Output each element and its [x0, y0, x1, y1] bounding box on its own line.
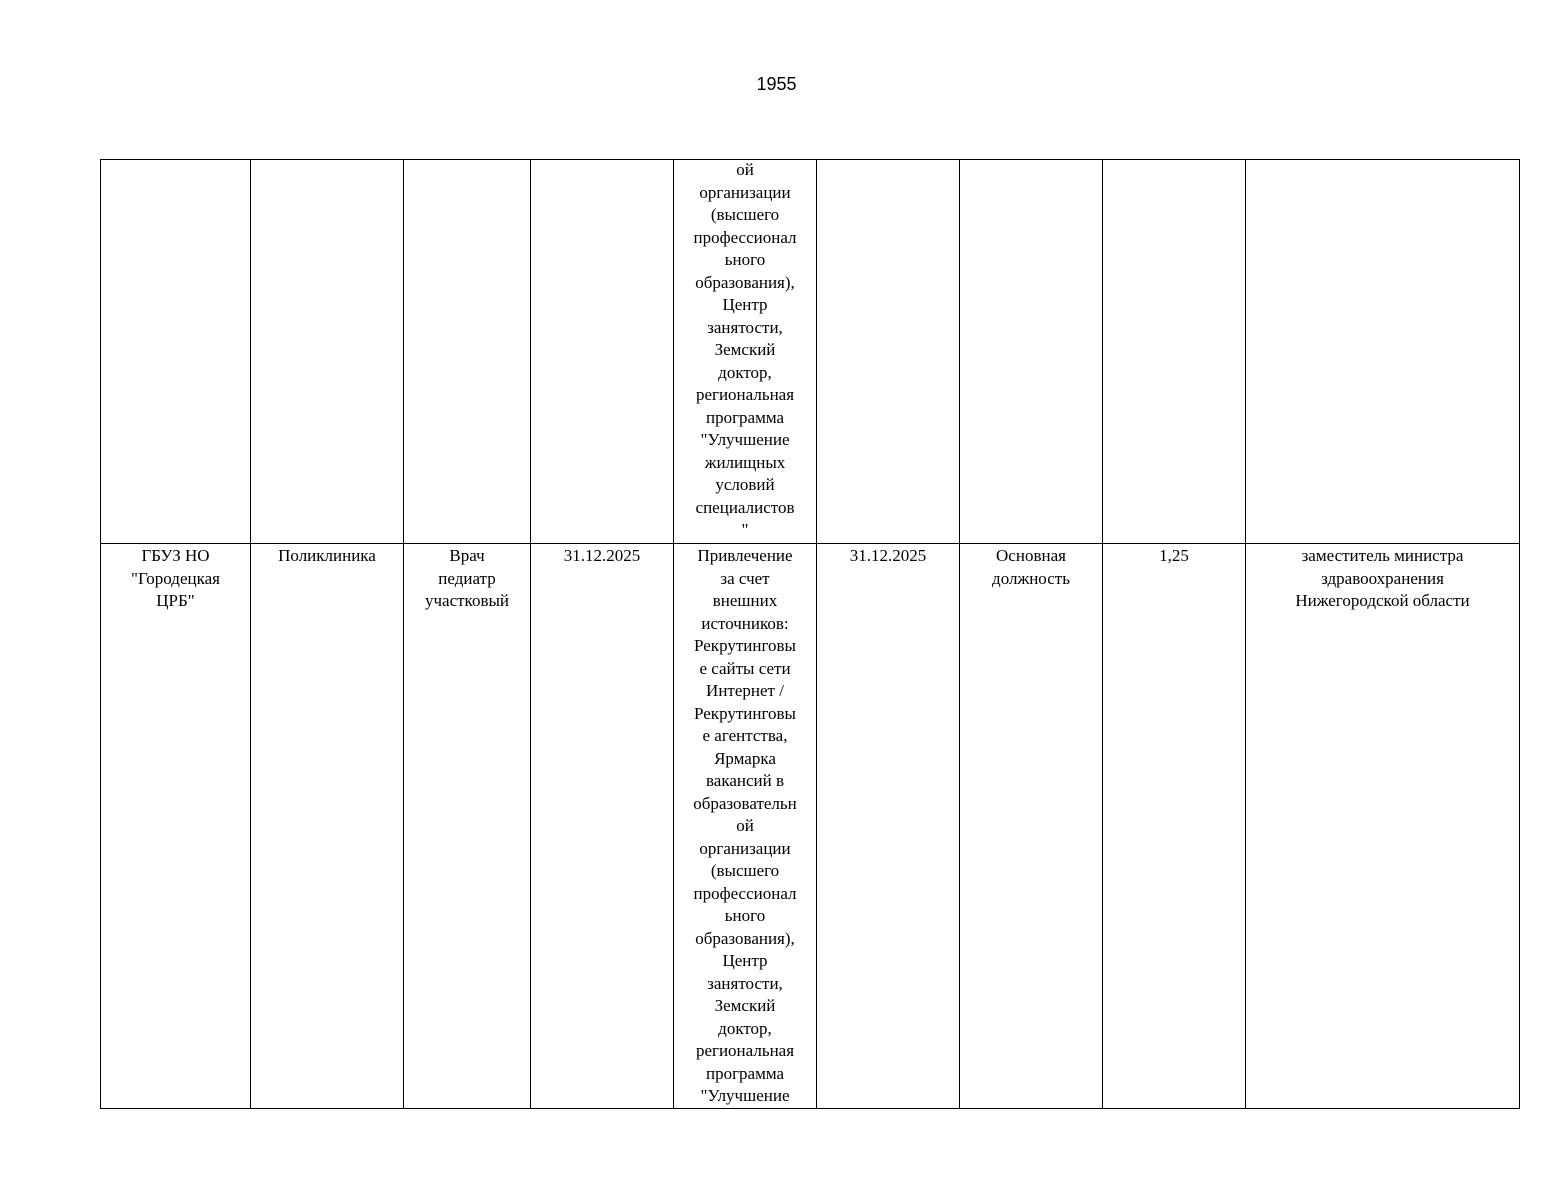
cell-position	[404, 160, 531, 544]
cell-text: Привлечение за счет внешних источников: Рекрутинговы е сайты сети Интернет / Рекрутинговы е агентства, Ярмарка вакансий в образовательн ой организации (высшего профессионал ьного образования), Центр занятости, Земский доктор, региональная программа "Улучшение	[693, 546, 797, 1105]
cell-responsible	[1246, 544, 1520, 1109]
cell-organization	[101, 544, 251, 1109]
cell-responsible	[1246, 160, 1520, 544]
cell-date	[531, 160, 674, 544]
cell-text: 1,25	[1159, 546, 1189, 565]
cell-department	[251, 544, 404, 1109]
cell-text: 31.12.2025	[849, 546, 927, 565]
page-number: 1955	[756, 74, 797, 94]
cell-measures	[674, 160, 817, 544]
cell-organization	[101, 160, 251, 544]
cell-measures	[674, 544, 817, 1109]
cell-rate	[1103, 544, 1246, 1109]
cell-text: Врач педиатр участковый	[424, 546, 509, 610]
cell-date	[531, 544, 674, 1109]
cell-text: ой организации (высшего профессионал ьного образования), Центр занятости, Земский доктор, региональная программа "Улучшение жилищных условий специалистов "	[693, 160, 797, 539]
cell-position	[404, 544, 531, 1109]
cell-deadline	[817, 544, 960, 1109]
cell-text: Поликлиника	[278, 546, 376, 565]
cell-deadline	[817, 160, 960, 544]
cell-text: заместитель министра здравоохранения Нижегородской области	[1295, 546, 1470, 610]
table-row	[101, 160, 1520, 544]
cell-text: ГБУЗ НО "Городецкая ЦРБ"	[131, 546, 220, 610]
cell-text: Основная должность	[992, 546, 1070, 588]
document-table	[100, 159, 1520, 1109]
cell-position-type	[960, 160, 1103, 544]
cell-text: 31.12.2025	[563, 546, 641, 565]
cell-position-type	[960, 544, 1103, 1109]
cell-rate	[1103, 160, 1246, 544]
cell-department	[251, 160, 404, 544]
table-row	[101, 544, 1520, 1109]
